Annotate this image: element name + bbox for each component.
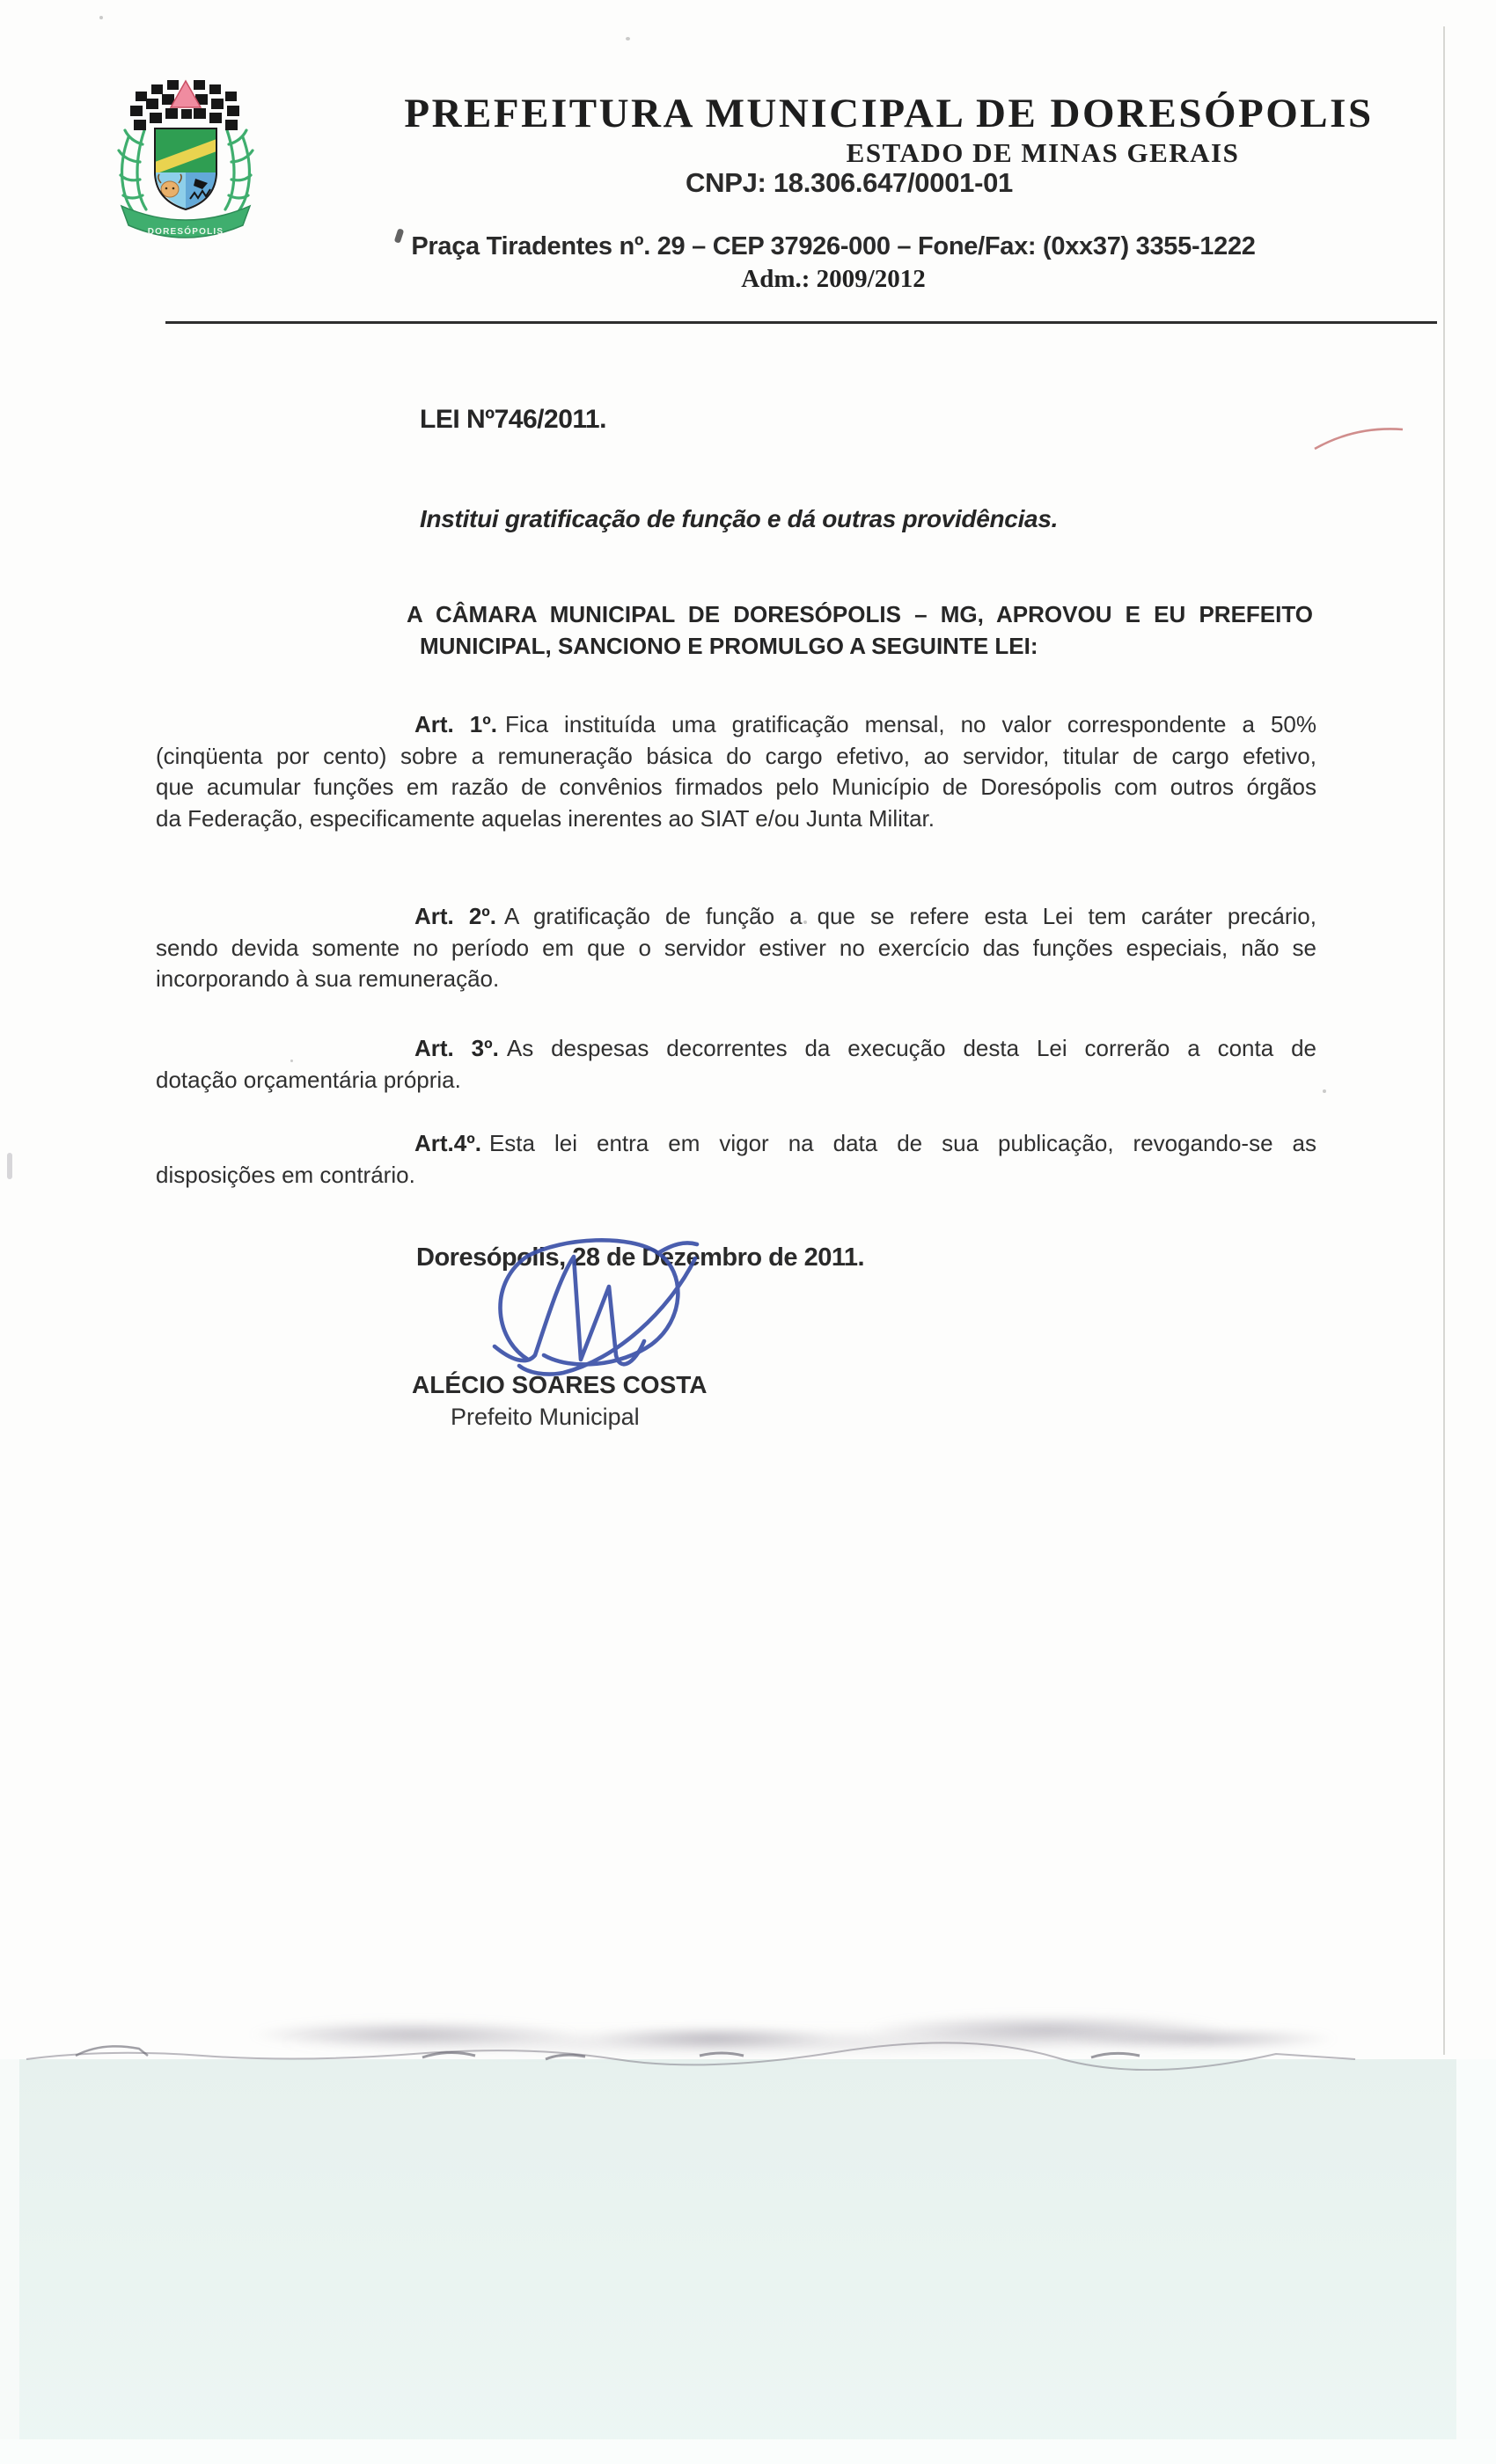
scan-speck (1323, 1089, 1326, 1093)
crest-corn-right (225, 130, 253, 216)
article-line (156, 709, 1316, 741)
scan-speck (290, 1060, 293, 1062)
article-text: A gratificação de função a que se refere esta Lei tem caráter precário, (504, 903, 1316, 929)
article-line: que acumular funções em razão de convênios firmados pelo Município de Doresópolis com outros órgãos (156, 774, 1316, 801)
coat-of-arms-graphic (111, 76, 260, 256)
scan-edge-mark (7, 1153, 12, 1179)
article-line: da Federação, especificamente aquelas inerentes ao SIAT e/ou Junta Militar. (156, 804, 935, 832)
article-line: sendo devida somente no período em que o servidor estiver no exercício das funções especiais, não se (156, 934, 1316, 961)
header-divider-rule (165, 321, 1437, 324)
article-label: Art. 3º. (414, 1035, 499, 1061)
article-label: Art. 2º. (414, 903, 497, 929)
scan-speck (99, 16, 103, 19)
article-line (156, 1128, 1316, 1160)
header-address-line: Praça Tiradentes nº. 29 – CEP 37926-000 – Fone/Fax: (0xx37) 3355-1222 (411, 232, 1256, 260)
scanner-margin-right (1456, 2059, 1496, 2464)
preamble-line: A CÂMARA MUNICIPAL DE DORESÓPOLIS – MG, APROVOU E EU PREFEITO (407, 601, 1313, 627)
crest-banner-text: DORESÓPOLIS (147, 227, 224, 237)
header-state-line: ESTADO DE MINAS GERAIS (846, 137, 1240, 168)
article-line (156, 1033, 1316, 1065)
crest-corn-left (119, 130, 146, 216)
preamble-line: MUNICIPAL, SANCIONO E PROMULGO A SEGUINTE LEI: (420, 633, 1038, 660)
signer-title: Prefeito Municipal (451, 1404, 640, 1430)
article-line: (cinqüenta por cento) sobre a remuneração básica do cargo efetivo, ao servidor, titular de cargo efetivo, (156, 742, 1316, 769)
red-pen-mark (1302, 414, 1417, 466)
header-cnpj-line: CNPJ: 18.306.647/0001-01 (686, 167, 1013, 198)
article-4 (156, 1128, 1316, 1191)
law-number: LEI Nº746/2011. (420, 405, 606, 434)
article-line: incorporando à sua remuneração. (156, 965, 500, 993)
torn-page-edge (0, 1998, 1496, 2077)
date-line: Doresópolis, 28 de Dezembro de 2011. (416, 1243, 865, 1272)
scanner-margin-bottom (0, 2439, 1496, 2464)
municipal-coat-of-arms (111, 76, 260, 256)
scan-speck (626, 37, 630, 40)
page-right-edge (1443, 26, 1445, 2055)
article-3 (156, 1033, 1316, 1096)
crest-shield (155, 128, 216, 209)
article-label: Art. 1º. (414, 711, 497, 737)
scan-speck (803, 920, 807, 924)
law-preamble (407, 598, 1313, 663)
article-text: Fica instituída uma gratificação mensal, no valor correspondente a 50% (504, 711, 1316, 737)
article-1 (156, 709, 1316, 834)
article-line: disposições em contrário. (156, 1161, 415, 1188)
signature-ink (475, 1223, 739, 1426)
header-administration: Adm.: 2009/2012 (741, 265, 926, 293)
article-text: Esta lei entra em vigor na data de sua publicação, revogando-se as (488, 1130, 1316, 1156)
scanner-margin-left (0, 2059, 19, 2464)
scanner-background (19, 2059, 1456, 2464)
article-label: Art.4º. (414, 1130, 481, 1156)
article-line: dotação orçamentária própria. (156, 1066, 461, 1093)
article-line (156, 901, 1316, 933)
article-text: As despesas decorrentes da execução desta Lei correrão a conta de (506, 1035, 1316, 1061)
article-2 (156, 901, 1316, 995)
header-title: PREFEITURA MUNICIPAL DE DORESÓPOLIS (404, 91, 1374, 136)
law-ementa: Institui gratificação de função e dá outras providências. (420, 505, 1059, 532)
signer-name: ALÉCIO SOARES COSTA (412, 1371, 708, 1398)
